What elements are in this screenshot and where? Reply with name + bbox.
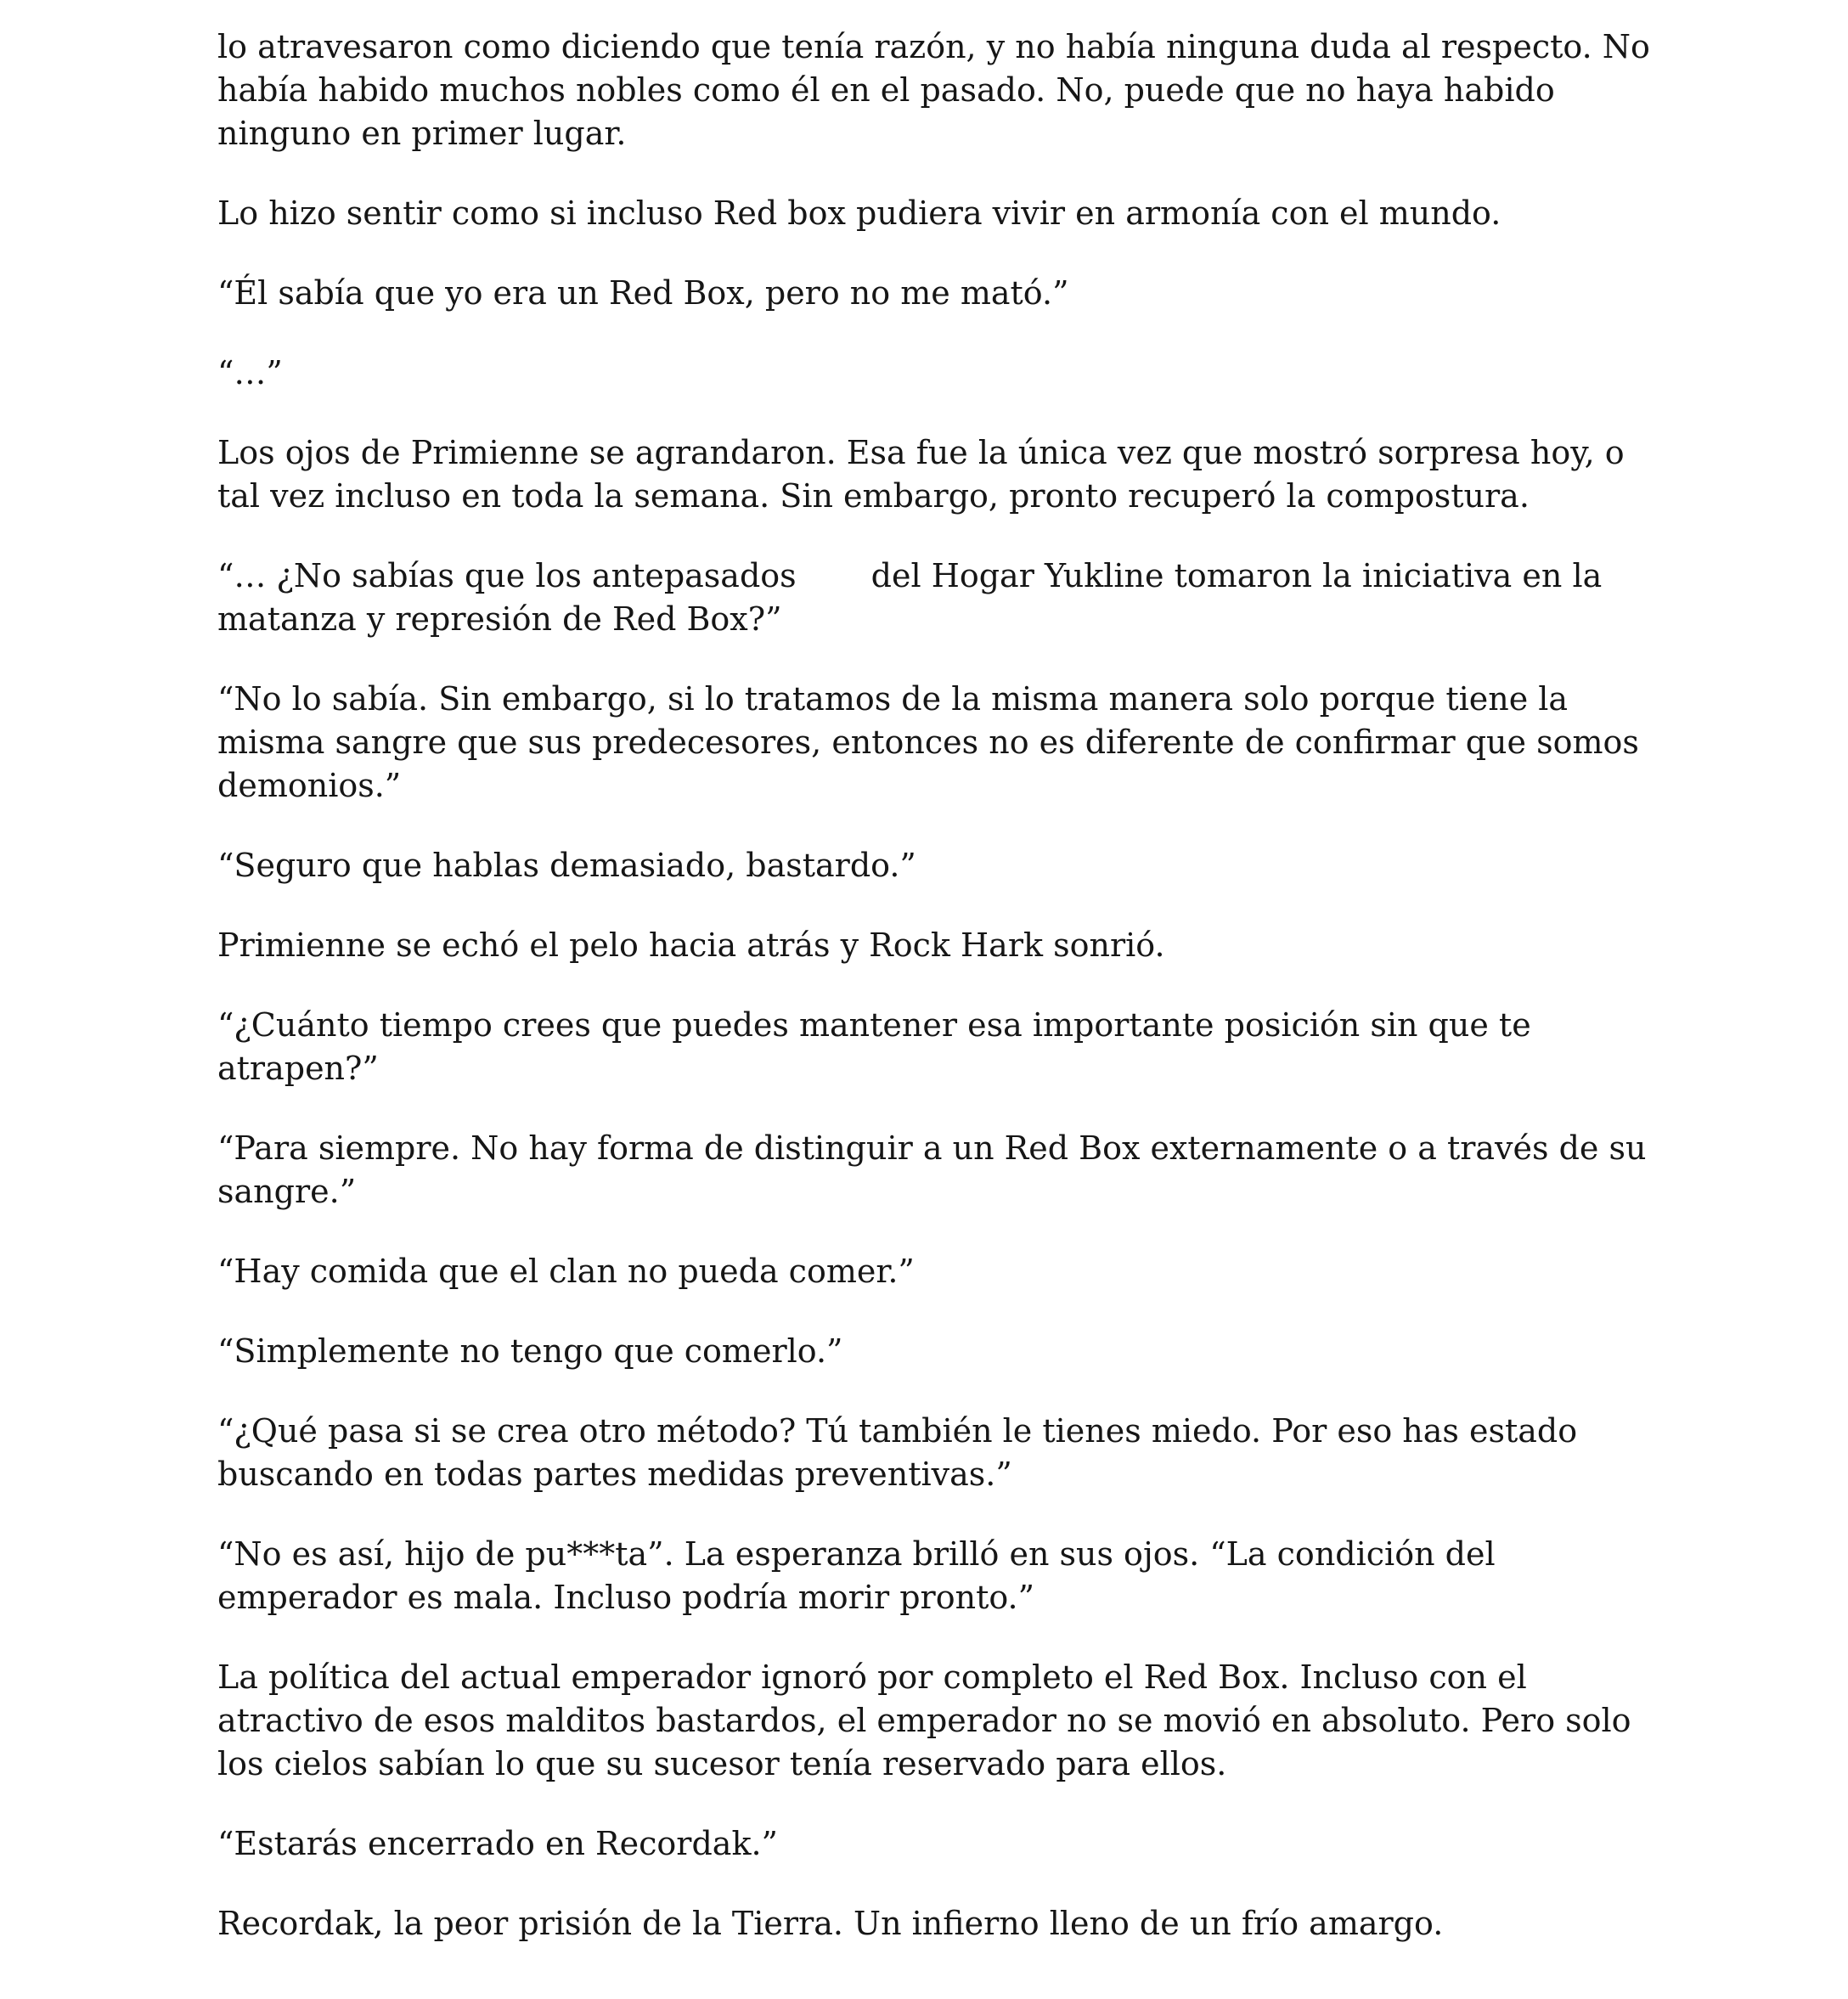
paragraph-12: “Hay comida que el clan no pueda comer.”: [217, 1253, 915, 1290]
paragraph-11: “Para siempre. No hay forma de distinguir a un Red Box externamente o a través de su sangre.”: [217, 1129, 1647, 1210]
paragraph-5: Los ojos de Primienne se agrandaron. Esa fue la única vez que mostró sorpresa hoy, o tal vez incluso en toda la semana. Sin embargo, pronto recuperó la compostura.: [217, 434, 1625, 515]
paragraph-1: lo atravesaron como diciendo que tenía razón, y no había ninguna duda al respecto. No había habido muchos nobles como él en el pasado. No, puede que no haya habido ninguno en primer lugar.: [217, 28, 1650, 152]
paragraph-4: “…”: [217, 354, 283, 391]
paragraph-6-part-1: “… ¿No sabías que los antepasados: [217, 557, 797, 594]
paragraph-17: “Estarás encerrado en Recordak.”: [217, 1825, 778, 1862]
paragraph-6: [217, 555, 1653, 641]
paragraph-8: “Seguro que hablas demasiado, bastardo.”: [217, 847, 916, 884]
paragraph-9: Primienne se echó el pelo hacia atrás y Rock Hark sonrió.: [217, 926, 1165, 964]
document-page: [217, 25, 1653, 1982]
paragraph-10: “¿Cuánto tiempo crees que puedes mantener esa importante posición sin que te atrapen?”: [217, 1006, 1531, 1087]
paragraph-15: “No es así, hijo de pu***ta”. La esperanza brilló en sus ojos. “La condición del emperador es mala. Incluso podría morir pronto.”: [217, 1535, 1496, 1616]
paragraph-7: “No lo sabía. Sin embargo, si lo tratamos de la misma manera solo porque tiene la misma sangre que sus predecesores, entonces no es diferente de confirmar que somos demonios.”: [217, 680, 1639, 804]
paragraph-16: La política del actual emperador ignoró por completo el Red Box. Incluso con el atractivo de esos malditos bastardos, el emperador no se movió en absoluto. Pero solo los cielos sabían lo que su sucesor tenía reservado para ellos.: [217, 1658, 1631, 1782]
paragraph-3: “Él sabía que yo era un Red Box, pero no me mató.”: [217, 274, 1069, 312]
paragraph-18: Recordak, la peor prisión de la Tierra. Un infierno lleno de un frío amargo.: [217, 1905, 1444, 1942]
paragraph-2: Lo hizo sentir como si incluso Red box pudiera vivir en armonía con el mundo.: [217, 194, 1502, 232]
paragraph-13: “Simplemente no tengo que comerlo.”: [217, 1332, 843, 1370]
paragraph-14: “¿Qué pasa si se crea otro método? Tú también le tienes miedo. Por eso has estado buscando en todas partes medidas preventivas.”: [217, 1412, 1578, 1493]
paragraph-6-part-2: del Hogar Yukline tomaron la iniciativa en la matanza y represión de Red Box?”: [217, 557, 1603, 638]
